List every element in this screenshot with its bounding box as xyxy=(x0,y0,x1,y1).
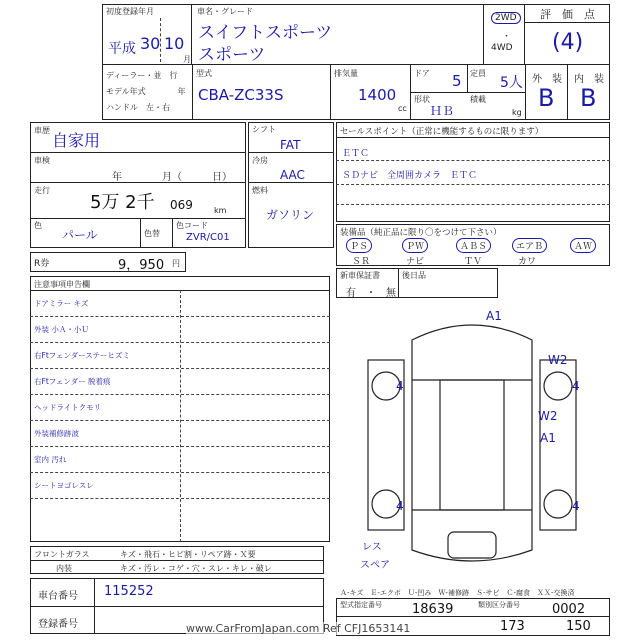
km-unit: km xyxy=(214,206,227,215)
displacement-label: 排気量 xyxy=(334,69,358,78)
load-label: 積載 xyxy=(470,95,486,104)
recycle-label: R券 xyxy=(34,259,50,269)
month-unit: 月 xyxy=(183,55,191,64)
door-label: ドア xyxy=(414,69,430,78)
note-item: 外装 小Ａ・小Ｕ xyxy=(34,325,89,334)
drive-4wd: 4WD xyxy=(491,43,513,53)
right-front-wheel xyxy=(544,372,572,400)
equip-airbag: エアＢ xyxy=(512,238,547,253)
warranty-value: 有 ・ 無 xyxy=(346,288,396,299)
use-label: 車歴 xyxy=(34,126,50,135)
reg-month: 10 xyxy=(164,34,185,53)
damage-mark: 4 xyxy=(396,379,404,393)
recall-label: 後日品 xyxy=(402,271,426,280)
interior-cond-label: 内装 xyxy=(56,564,72,573)
note-item: 右Ftフェンダー 脱着痕 xyxy=(34,377,111,386)
capacity-label: 定員 xyxy=(470,69,486,78)
type-label: 型式 xyxy=(196,69,212,78)
shape-value: ＨＢ xyxy=(430,104,455,118)
chassis-label: 車台番号 xyxy=(38,591,78,602)
damage-mark: A1 xyxy=(540,431,556,445)
damage-mark: W2 xyxy=(548,353,568,367)
equip-ps: ＰＳ xyxy=(346,238,372,253)
front-glass-label: フロントガラス xyxy=(34,550,90,559)
damage-mark: 4 xyxy=(572,379,580,393)
car-front xyxy=(412,325,532,380)
equip-navi: ナビ xyxy=(406,257,425,267)
recycle-value: 9，950 xyxy=(118,258,165,273)
notes-label: 注意事項申告欄 xyxy=(34,280,90,289)
sales-line-1: ＥＴＣ xyxy=(342,149,370,159)
color-label: 色 xyxy=(34,221,42,230)
drive-2wd: 2WD xyxy=(491,12,521,24)
length-value: 173 xyxy=(500,619,525,634)
damage-mark: 4 xyxy=(396,499,404,513)
note-item: 室内 汚れ xyxy=(34,455,67,464)
interior-label: 内 装 xyxy=(574,74,604,85)
ac-value: AAC xyxy=(280,168,305,182)
era: 平成 xyxy=(108,41,136,57)
fuel-label: 燃料 xyxy=(252,186,268,195)
displacement-value: 1400 xyxy=(358,86,397,104)
car-body xyxy=(412,380,532,510)
equip-pw: ＰＷ xyxy=(402,238,428,253)
equip-aw: ＡＷ xyxy=(570,238,596,253)
dealer-label: ディーラー・並 行 xyxy=(106,71,178,80)
first-reg-label: 初度登録年月 xyxy=(106,7,154,16)
shift-value: FAT xyxy=(280,138,301,152)
type-value: CBA-ZC33S xyxy=(198,86,284,104)
damage-mark: W2 xyxy=(538,409,558,423)
rating-value: (4) xyxy=(552,30,584,55)
spare-less-label: レス xyxy=(362,542,382,553)
inspection-value: 年 月（ 日） xyxy=(112,172,232,183)
equipment-label: 装備品（純正品に限り〇をつけて下さい） xyxy=(340,228,502,238)
kg-unit: kg xyxy=(512,108,522,117)
equip-sr: ＳＲ xyxy=(352,257,371,267)
rating-label: 評 価 点 xyxy=(540,8,595,21)
note-item: シートヨゴレスレ xyxy=(34,481,94,490)
mileage-value: 5万 2千 xyxy=(90,192,155,213)
note-item: ヘッドライトクモリ xyxy=(34,403,102,412)
equip-abs: ＡＢＳ xyxy=(456,238,491,253)
year-divider xyxy=(160,18,161,62)
exterior-grade: B xyxy=(538,84,555,112)
mileage-sub: 069 xyxy=(170,198,193,212)
capacity-value: 5人 xyxy=(500,75,523,91)
ac-label: 冷房 xyxy=(252,156,268,165)
note-item: 右Ftフェンダーステーヒズミ xyxy=(34,351,131,360)
handle-label: ハンドル 左・右 xyxy=(106,103,170,112)
class-label: 類別区分番号 xyxy=(478,601,520,609)
yen-unit: 円 xyxy=(172,259,180,268)
interior-grade: B xyxy=(580,84,597,112)
damage-legend: Ａ-キズ Ｅ-エクボ Ｕ-凹み Ｗ-補修跡 Ｓ-サビ Ｃ-腐食 ＸＸ-交換済 xyxy=(340,589,575,597)
note-item: 外装補修跡波 xyxy=(34,429,79,438)
damage-mark: 4 xyxy=(572,499,580,513)
chassis-value: 115252 xyxy=(104,584,154,599)
color-code-value: ZVR/C01 xyxy=(186,232,230,243)
design-label: 型式指定番号 xyxy=(340,601,382,609)
car-diagram xyxy=(340,300,600,580)
car-roof xyxy=(440,380,504,510)
watermark: www.CarFromJapan.com Ref CFJ1653141 xyxy=(186,622,411,635)
color-value: パール xyxy=(62,228,98,242)
car-name: スイフトスポーツ xyxy=(198,23,333,43)
damage-mark: A1 xyxy=(486,309,502,323)
cc-unit: cc xyxy=(398,104,407,113)
shape-label: 形状 xyxy=(414,95,430,104)
reg-year: 30 xyxy=(140,34,161,53)
color-code-label: 色コード xyxy=(176,221,208,230)
right-side xyxy=(540,360,576,530)
name-grade-label: 車名・グレード xyxy=(197,7,253,16)
use-value: 自家用 xyxy=(52,131,101,150)
fuel-value: ガソリン xyxy=(266,208,315,222)
mileage-label: 走行 xyxy=(34,186,50,195)
front-glass-value: キズ・飛石・ヒビ割・リペア跡・Ｘ要 xyxy=(120,550,256,559)
inspection-label: 車検 xyxy=(34,156,50,165)
sales-label: セールスポイント（正常に機能するものに限ります） xyxy=(340,127,544,137)
spare-label: スペア xyxy=(360,560,390,571)
equip-leather: カワ xyxy=(518,257,537,267)
model-year-label: モデル年式 年 xyxy=(106,87,186,96)
interior-cond-value: キズ・汚レ・コゲ・穴・スレ・キレ・破レ xyxy=(120,564,272,573)
weight-value: 150 xyxy=(566,619,591,634)
right-rear-wheel xyxy=(544,490,572,518)
note-item: ドアミラー キズ xyxy=(34,299,89,308)
grade: スポーツ xyxy=(198,45,266,65)
shift-label: シフト xyxy=(252,125,276,134)
reg-label: 登録番号 xyxy=(38,619,78,630)
design-value: 18639 xyxy=(412,602,454,617)
drive-dot: ・ xyxy=(502,32,512,42)
spare-tire xyxy=(448,532,496,558)
sales-line-2: ＳＤナビ 全周囲カメラ ＥＴＣ xyxy=(342,171,478,181)
equip-tv: ＴＶ xyxy=(464,257,483,267)
door-value: 5 xyxy=(452,72,462,90)
exterior-label: 外 装 xyxy=(532,74,562,85)
color-change-label: 色替 xyxy=(144,229,160,238)
warranty-label: 新車保証書 xyxy=(340,271,380,280)
car-rear xyxy=(412,510,532,561)
class-value: 0002 xyxy=(552,602,586,617)
